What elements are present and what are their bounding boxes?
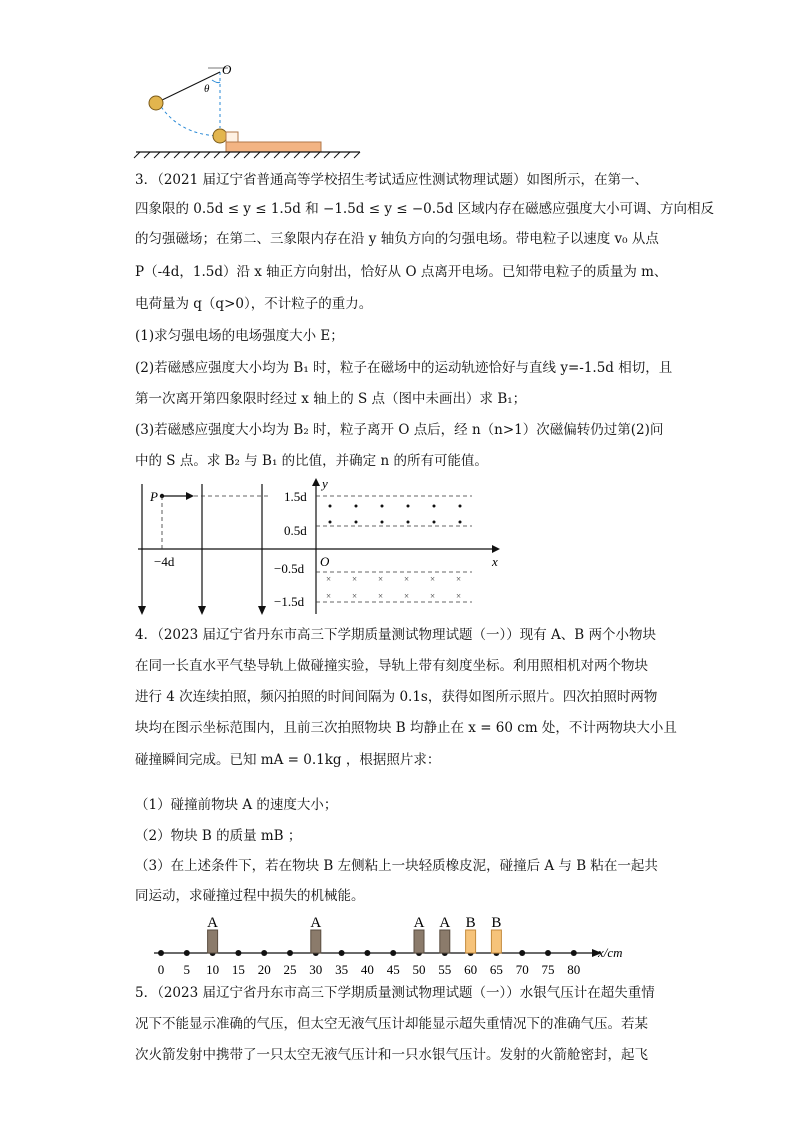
- track-tick-label: 60: [464, 962, 478, 977]
- track-tick-dot: [287, 950, 293, 956]
- q3-sub-3b: 中的 S 点。求 B₂ 与 B₁ 的比值，并确定 n 的所有可能值。: [135, 453, 488, 469]
- track-tick-label: 20: [257, 962, 271, 977]
- track-tick-label: 45: [386, 962, 400, 977]
- magnetic-field-crosses: [326, 574, 461, 601]
- ground-hatch: [134, 152, 360, 158]
- block-label: A: [310, 915, 322, 931]
- block-label: A: [439, 915, 451, 931]
- board: [226, 142, 321, 152]
- q4-line-4: 块均在图示坐标范围内，且前三次拍照物块 B 均静止在 x = 60 cm 处，不计两物块大小且: [135, 720, 677, 736]
- field-diagram: [130, 478, 510, 618]
- pendulum-string: [158, 72, 220, 102]
- track-tick-label: 35: [335, 962, 349, 977]
- svg-text:×: ×: [404, 574, 410, 584]
- track-axis-label: x/cm: [598, 945, 623, 960]
- y-axis-arrow: [312, 478, 320, 486]
- y-tick-1-5d: 1.5d: [284, 489, 307, 504]
- svg-text:×: ×: [326, 591, 332, 601]
- electric-field-lines: [142, 484, 262, 610]
- q3-sub-3a: (3)若磁感应强度大小均为 B₂ 时，粒子离开 O 点后，经 n（n>1）次磁偏转仍过第(2)问: [135, 422, 664, 438]
- track-tick-dot: [571, 950, 577, 956]
- track-tick-label: 50: [412, 962, 426, 977]
- track-tick-dot: [158, 950, 164, 956]
- q3-line-3: 的匀强磁场；在第二、三象限内存在沿 y 轴负方向的匀强电场。带电粒子以速度 v₀ 从点: [135, 231, 659, 247]
- q3-sub-2a: (2)若磁感应强度大小均为 B₁ 时，粒子在磁场中的运动轨迹恰好与直线 y=-1.5d 相切，且: [135, 360, 673, 376]
- magnetic-field-dots: [329, 505, 462, 524]
- block-b: [466, 930, 476, 953]
- q4-line-5: 碰撞瞬间完成。已知 mA = 0.1kg ，根据照片求：: [135, 752, 441, 768]
- q4-sub-1: （1）碰撞前物块 A 的速度大小；: [135, 797, 338, 813]
- q5-line-3: 次火箭发射中携带了一只太空无液气压计和一只水银气压计。发射的火箭舱密封，起飞: [135, 1047, 648, 1063]
- velocity-arrowhead: [186, 492, 194, 500]
- track-tick-label: 0: [157, 962, 165, 977]
- q4-line-2: 在同一长直水平气垫导轨上做碰撞实验，导轨上带有刻度坐标。利用照相机对两个物块: [135, 658, 648, 674]
- track-tick-dot: [364, 950, 370, 956]
- pivot-label: O: [222, 62, 232, 77]
- track-tick-label: 15: [231, 962, 245, 977]
- q4-sub-3a: （3）在上述条件下，若在物块 B 左侧粘上一块轻质橡皮泥，碰撞后 A 与 B 粘在一起共: [135, 858, 658, 874]
- track-tick-dot: [184, 950, 190, 956]
- track-tick-label: 10: [206, 962, 220, 977]
- track-tick-dot: [390, 950, 396, 956]
- x-tick-neg4d: −4d: [154, 554, 175, 569]
- track-tick-label: 30: [309, 962, 323, 977]
- track-tick-label: 25: [283, 962, 297, 977]
- svg-text:×: ×: [352, 591, 358, 601]
- block-label: A: [413, 915, 425, 931]
- x-axis-label: x: [492, 554, 498, 569]
- track-tick-label: 55: [438, 962, 452, 977]
- q5-line-2: 况下不能显示准确的气压，但太空无液气压计却能显示超失重情况下的准确气压。若某: [135, 1016, 648, 1032]
- q3-line-4: P（-4d，1.5d）沿 x 轴正方向射出，恰好从 O 点离开电场。已知带电粒子的质量为 m、: [135, 264, 668, 280]
- track-tick-dot: [519, 950, 525, 956]
- svg-text:×: ×: [456, 591, 462, 601]
- origin-label: O: [320, 554, 330, 569]
- block-b: [491, 930, 501, 953]
- q5-line-1: 5．（2023 届辽宁省丹东市高三下学期质量测试物理试题（一））水银气压计在超失重情: [135, 985, 655, 1001]
- svg-text:×: ×: [430, 574, 436, 584]
- electric-field-arrowheads: [138, 606, 266, 615]
- block-a: [311, 930, 321, 953]
- angle-label: θ: [204, 83, 210, 95]
- small-block: [226, 132, 238, 142]
- svg-text:×: ×: [430, 591, 436, 601]
- track-tick-label: 65: [489, 962, 503, 977]
- block-a: [208, 930, 218, 953]
- svg-text:×: ×: [456, 574, 462, 584]
- track-tick-label: 75: [541, 962, 555, 977]
- block-a: [440, 930, 450, 953]
- y-axis-label: y: [322, 478, 328, 491]
- q4-sub-3b: 同运动，求碰撞过程中损失的机械能。: [135, 888, 365, 904]
- svg-text:×: ×: [378, 574, 384, 584]
- q3-line-2: 四象限的 0.5d ≤ y ≤ 1.5d 和 −1.5d ≤ y ≤ −0.5d 区域内存在磁感应强度大小可调、方向相反: [135, 201, 715, 217]
- q4-line-3: 进行 4 次连续拍照，频闪拍照的时间间隔为 0.1s，获得如图所示照片。四次拍照时两物: [135, 689, 658, 705]
- y-tick-neg-1-5d: −1.5d: [274, 594, 305, 609]
- angle-arc: [212, 80, 220, 83]
- q4-line-1: 4．（2023 届辽宁省丹东市高三下学期质量测试物理试题（一））现有 A、B 两个小物块: [135, 627, 656, 643]
- block-label: A: [207, 915, 219, 931]
- track-tick-label: 40: [360, 962, 374, 977]
- swing-arc: [158, 102, 220, 136]
- q3-sub-1: (1)求匀强电场的电场强度大小 E；: [135, 328, 344, 344]
- q3-line-1: 3．（2021 届辽宁省普通高等学校招生考试适应性测试物理试题）如图所示，在第一、: [135, 172, 648, 188]
- point-p-label: P: [150, 489, 158, 504]
- q3-line-5: 电荷量为 q（q>0），不计粒子的重力。: [135, 296, 373, 312]
- block-a: [414, 930, 424, 953]
- track-tick-dot: [235, 950, 241, 956]
- ball-at-bottom: [213, 129, 227, 143]
- air-track-figure: [140, 908, 680, 978]
- pendulum-figure: [128, 60, 368, 160]
- pendulum-ball: [149, 96, 163, 110]
- track-tick-dot: [339, 950, 345, 956]
- svg-text:×: ×: [404, 591, 410, 601]
- svg-text:×: ×: [378, 591, 384, 601]
- x-axis-arrow: [492, 545, 500, 553]
- svg-text:×: ×: [326, 574, 332, 584]
- track-tick-label: 80: [567, 962, 581, 977]
- track-tick-dot: [545, 950, 551, 956]
- y-tick-0-5d: 0.5d: [284, 523, 307, 538]
- block-label: B: [491, 915, 502, 931]
- block-label: B: [465, 915, 476, 931]
- q3-sub-2b: 第一次离开第四象限时经过 x 轴上的 S 点（图中未画出）求 B₁；: [135, 391, 527, 407]
- q4-sub-2: （2）物块 B 的质量 mB ；: [135, 828, 302, 844]
- svg-text:×: ×: [352, 574, 358, 584]
- y-tick-neg-0-5d: −0.5d: [274, 561, 305, 576]
- track-tick-dot: [261, 950, 267, 956]
- track-tick-label: 5: [183, 962, 191, 977]
- track-tick-label: 70: [515, 962, 529, 977]
